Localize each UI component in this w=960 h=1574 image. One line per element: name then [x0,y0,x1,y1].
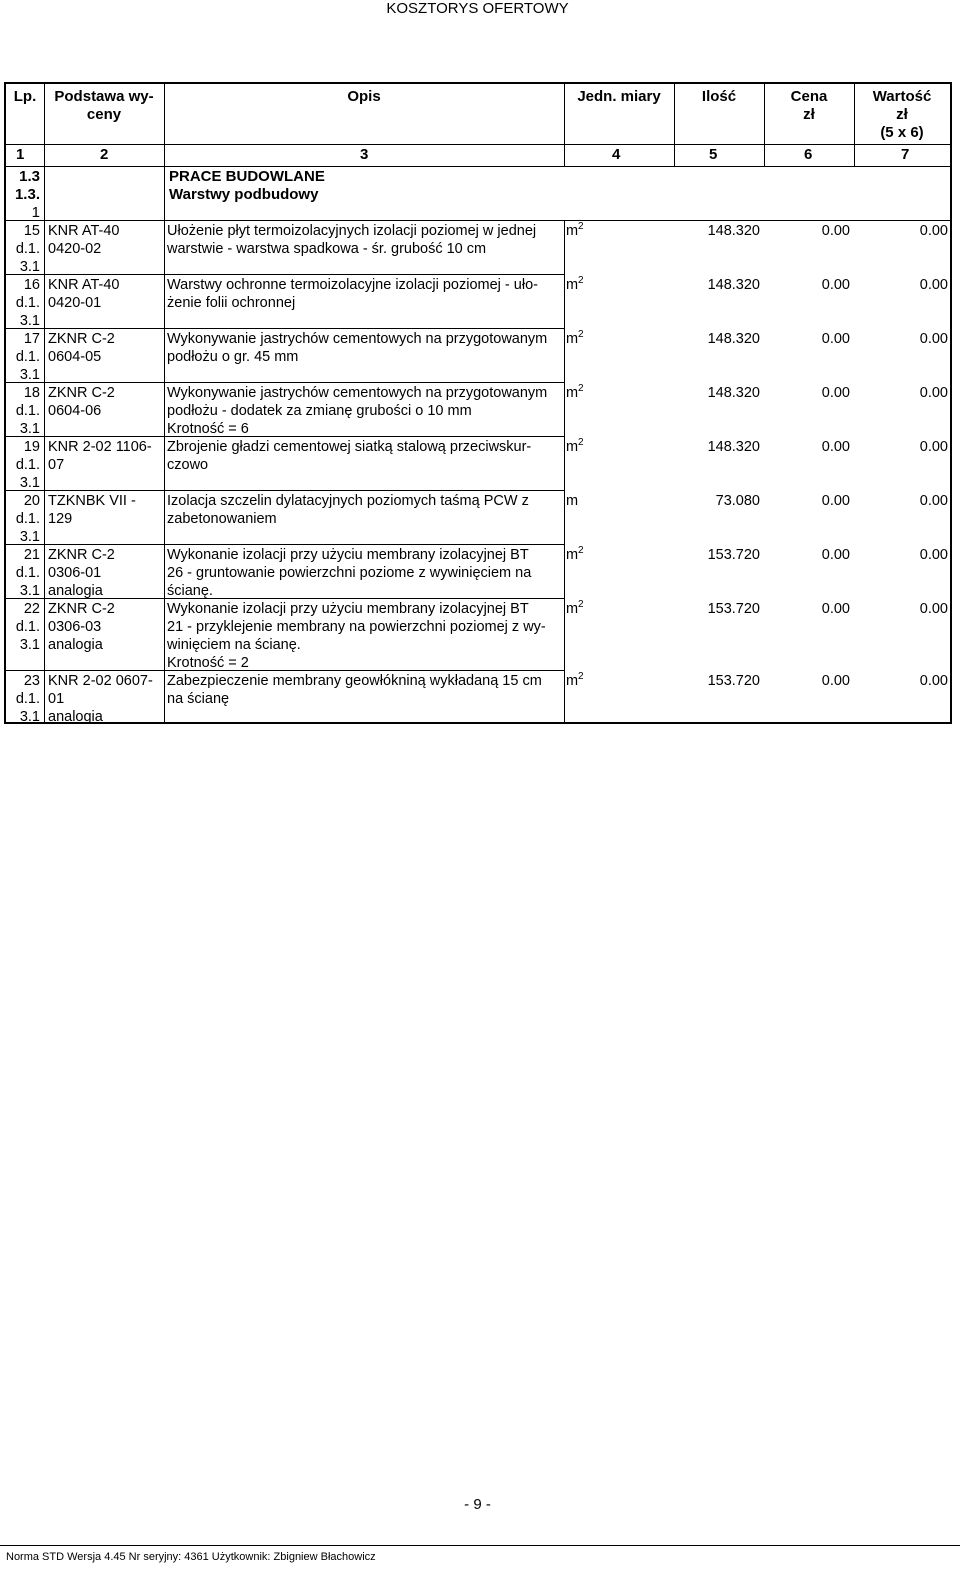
row-unit: m [566,493,579,509]
row-basis: 0420-02 [48,241,102,257]
row-number: 21 [23,547,40,563]
header-divider [6,144,950,145]
row-divider [6,544,564,545]
row-description: podłożu o gr. 45 mm [167,349,299,365]
row-description: Wykonanie izolacji przy użyciu membrany izolacyjnej BT [167,547,529,563]
row-price: 0.00 [821,601,850,617]
row-unit: m [566,547,579,563]
row-number: d.1. [15,457,40,473]
row-basis: 01 [48,691,65,707]
row-quantity: 148.320 [707,331,760,347]
row-number: 3.1 [19,637,40,653]
column-number: 3 [360,146,369,163]
row-unit-exponent: 2 [578,671,584,682]
row-basis: ZKNR C-2 [48,601,115,617]
row-quantity: 73.080 [715,493,760,509]
row-price: 0.00 [821,277,850,293]
row-unit: m [566,439,579,455]
row-unit: m [566,385,579,401]
row-basis: analogia [48,709,103,725]
footer-divider [0,1545,960,1546]
row-price: 0.00 [821,331,850,347]
header-wartosc-unit: zł [896,106,908,123]
row-number: 15 [23,223,40,239]
header-wartosc: Wartość [872,88,932,105]
row-basis: 0306-01 [48,565,102,581]
row-number: d.1. [15,619,40,635]
section-lp: 1.3 [19,168,40,185]
header-cena-unit: zł [803,106,815,123]
column-number: 7 [901,146,910,163]
row-price: 0.00 [821,439,850,455]
row-unit-exponent: 2 [578,545,584,556]
row-description: podłożu - dodatek za zmianę grubości o 10 mm [167,403,472,419]
row-description: Krotność = 6 [167,421,249,437]
header-opis: Opis [347,88,381,105]
row-price: 0.00 [821,223,850,239]
section-lp: 1 [31,204,40,221]
row-unit-exponent: 2 [578,275,584,286]
row-number: 19 [23,439,40,455]
row-number: 3.1 [19,709,40,725]
section-title: PRACE BUDOWLANE [169,168,325,185]
row-quantity: 148.320 [707,223,760,239]
row-unit-exponent: 2 [578,221,584,232]
row-basis: TZKNBK VII - [48,493,136,509]
row-price: 0.00 [821,547,850,563]
row-number: d.1. [15,295,40,311]
column-divider [164,84,165,722]
row-quantity: 153.720 [707,673,760,689]
row-divider [6,436,564,437]
row-basis: ZKNR C-2 [48,331,115,347]
row-basis: KNR AT-40 [48,277,120,293]
row-description: Warstwy ochronne termoizolacyjne izolacji poziomej - uło- [167,277,538,293]
header-podstawa-cont: ceny [86,106,122,123]
row-value: 0.00 [919,439,948,455]
section-lp: 1.3. [14,186,40,203]
row-value: 0.00 [919,331,948,347]
row-description: Ułożenie płyt termoizolacyjnych izolacji poziomej w jednej [167,223,537,239]
row-basis: 0604-06 [48,403,102,419]
row-value: 0.00 [919,601,948,617]
row-basis: 129 [48,511,73,527]
row-description: ścianę. [167,583,213,599]
header-wartosc-formula: (5 x 6) [880,124,924,141]
row-basis: analogia [48,637,103,653]
row-unit: m [566,331,579,347]
row-basis: ZKNR C-2 [48,547,115,563]
row-number: d.1. [15,691,40,707]
row-number: 22 [23,601,40,617]
row-basis: ZKNR C-2 [48,385,115,401]
row-value: 0.00 [919,673,948,689]
row-unit: m [566,223,579,239]
row-description: Wykonanie izolacji przy użyciu membrany izolacyjnej BT [167,601,529,617]
row-unit-exponent: 2 [578,599,584,610]
section-title: Warstwy podbudowy [169,186,319,203]
row-number: 20 [23,493,40,509]
row-unit-exponent: 2 [578,383,584,394]
header-cena: Cena [790,88,828,105]
row-value: 0.00 [919,493,948,509]
column-number: 1 [16,146,25,163]
page-number: - 9 - [464,1496,491,1513]
row-number: 16 [23,277,40,293]
header-podstawa: Podstawa wy- [54,88,154,105]
row-value: 0.00 [919,547,948,563]
row-description: Zbrojenie gładzi cementowej siatką stalową przeciwskur- [167,439,532,455]
row-number: d.1. [15,403,40,419]
row-number: 17 [23,331,40,347]
row-description: na ścianę [167,691,230,707]
row-quantity: 153.720 [707,547,760,563]
row-value: 0.00 [919,277,948,293]
row-number: 3.1 [19,475,40,491]
header-ilosc: Ilość [701,88,737,105]
cost-estimate-table [4,82,952,724]
row-unit-exponent: 2 [578,437,584,448]
row-quantity: 148.320 [707,385,760,401]
column-divider [564,220,565,722]
row-quantity: 148.320 [707,439,760,455]
row-number: 23 [23,673,40,689]
row-number: 3.1 [19,367,40,383]
column-number: 6 [804,146,813,163]
header-jedn: Jedn. miary [577,88,661,105]
row-basis: analogia [48,583,103,599]
header-divider [6,166,950,167]
row-basis: KNR AT-40 [48,223,120,239]
row-description: zabetonowaniem [167,511,277,527]
row-quantity: 148.320 [707,277,760,293]
row-basis: KNR 2-02 0607- [48,673,153,689]
footer-info: Norma STD Wersja 4.45 Nr seryjny: 4361 Użytkownik: Zbigniew Błachowicz [6,1551,376,1563]
row-number: d.1. [15,565,40,581]
row-number: 3.1 [19,259,40,275]
row-description: Zabezpieczenie membrany geowłókniną wykładaną 15 cm [167,673,542,689]
column-divider [44,84,45,722]
column-number: 2 [100,146,109,163]
column-number: 5 [709,146,718,163]
row-divider [6,328,564,329]
column-number: 4 [612,146,621,163]
section-divider [6,220,950,221]
row-number: d.1. [15,241,40,257]
row-basis: 0420-01 [48,295,102,311]
row-divider [6,274,564,275]
row-description: 26 - gruntowanie powierzchni poziome z wywinięciem na [167,565,532,581]
header-lp: Lp. [13,88,37,105]
row-unit: m [566,601,579,617]
row-divider [6,670,564,671]
row-description: 21 - przyklejenie membrany na powierzchni poziomej z wy- [167,619,546,635]
row-price: 0.00 [821,493,850,509]
row-unit: m [566,277,579,293]
row-price: 0.00 [821,673,850,689]
row-value: 0.00 [919,385,948,401]
row-number: 3.1 [19,421,40,437]
row-number: 3.1 [19,529,40,545]
row-description: Krotność = 2 [167,655,249,671]
row-price: 0.00 [821,385,850,401]
row-value: 0.00 [919,223,948,239]
row-number: 18 [23,385,40,401]
row-description: Wykonywanie jastrychów cementowych na przygotowanym [167,331,548,347]
row-divider [6,490,564,491]
row-basis: 0604-05 [48,349,102,365]
row-number: 3.1 [19,313,40,329]
row-unit: m [566,673,579,689]
row-description: winięciem na ścianę. [167,637,301,653]
row-quantity: 153.720 [707,601,760,617]
row-unit-exponent: 2 [578,329,584,340]
page-title: KOSZTORYS OFERTOWY [386,0,569,17]
row-description: Izolacja szczelin dylatacyjnych poziomych taśmą PCW z [167,493,529,509]
row-number: d.1. [15,349,40,365]
row-basis: 0306-03 [48,619,102,635]
row-description: Wykonywanie jastrychów cementowych na przygotowanym [167,385,548,401]
row-basis: 07 [48,457,65,473]
row-description: żenie folii ochronnej [167,295,296,311]
row-description: czowo [167,457,209,473]
row-basis: KNR 2-02 1106- [48,439,152,455]
row-divider [6,382,564,383]
row-description: warstwie - warstwa spadkowa - śr. grubość 10 cm [167,241,487,257]
row-number: d.1. [15,511,40,527]
row-number: 3.1 [19,583,40,599]
